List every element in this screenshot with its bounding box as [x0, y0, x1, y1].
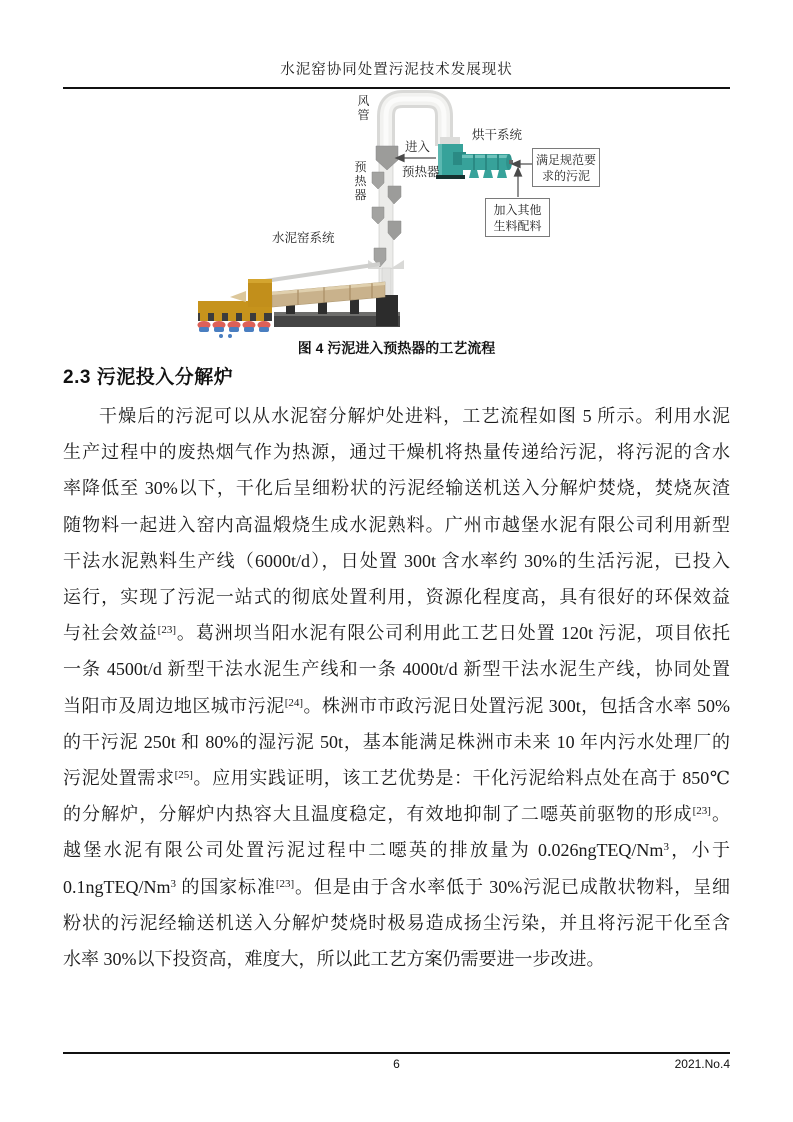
paragraph-line: 与社会效益[23]。葛洲坝当阳水泥有限公司利用此工艺日处置 120t 污泥，项目依托 — [63, 623, 731, 644]
process-diagram-graphic — [190, 90, 640, 340]
paragraph-line: 干法水泥熟料生产线（6000t/d），日处置 300t 含水率约 30%的生活污泥，已投入 — [63, 550, 730, 571]
paragraph-line: 越堡水泥有限公司处置污泥过程中二噁英的排放量为 0.026ngTEQ/Nm$^3$，小于 — [63, 840, 730, 861]
preheater-tower-shape — [368, 146, 404, 300]
footer-rule — [63, 1052, 730, 1054]
sludge-requirement-box: 满足规范要求的污泥 — [532, 148, 600, 187]
rotary-kiln-shape — [272, 282, 385, 307]
body-paragraph — [63, 398, 730, 977]
dryer-shape — [436, 137, 513, 179]
running-head-title: 水泥窑协同处置污泥技术发展现状 — [280, 62, 513, 78]
header-rule — [63, 87, 730, 89]
figure-caption: 图 4 污泥进入预热器的工艺流程 — [297, 340, 496, 356]
paragraph-line: 污泥处置需求[25]。应用实践证明，该工艺优势是：干化污泥给料点处在高于 850℃ — [63, 768, 730, 789]
page-number: 6 — [393, 1057, 400, 1071]
preheater-label: 预热器 — [402, 165, 440, 179]
paragraph-line: 的分解炉，分解炉内热容大且温度稳定，有效地抑制了二噁英前驱物的形成[23]。 — [63, 804, 731, 825]
kiln-head-cooler-shape — [198, 279, 273, 338]
drying-system-label: 烘干系统 — [472, 128, 523, 142]
enter-preheater-arrow — [396, 155, 436, 162]
paragraph-line: 水率 30%以下投资高，难度大，所以此工艺方案仍需要进一步改进。 — [63, 949, 605, 970]
paragraph-line: 运行，实现了污泥一站式的彻底处置利用，资源化程度高，具有很好的环保效益 — [63, 587, 730, 608]
paragraph-line: 的干污泥 250t 和 80%的湿污泥 50t，基本能满足株洲市未来 10 年内污水处理厂的 — [63, 731, 730, 752]
paragraph-line: 干燥后的污泥可以从水泥窑分解炉处进料，工艺流程如图 5 所示。利用水泥 — [99, 406, 730, 426]
enter-label: 进入 — [405, 140, 431, 154]
paragraph-line: 0.1ngTEQ/Nm$^3$ 的国家标准[23]。但是由于含水率低于 30%污泥已成散状物料，呈细 — [63, 876, 730, 897]
duct-label: 风管 — [357, 94, 370, 122]
issue-number: 2021.No.4 — [674, 1057, 730, 1071]
paragraph-line: 一条 4500t/d 新型干法水泥生产线和一条 4000t/d 新型干法水泥生产线，协同处置 — [63, 659, 730, 680]
paragraph-line: 随物料一起进入窑内高温煅烧生成水泥熟料。广州市越堡水泥有限公司利用新型 — [63, 514, 730, 535]
paragraph-line: 率降低至 30%以下，干化后呈细粉状的污泥经输送机送入分解炉焚烧，焚烧灰渣 — [63, 478, 730, 499]
paragraph-line: 当阳市及周边地区城市污泥[24]。株洲市市政污泥日处置污泥 300t，包括含水率 50% — [63, 695, 730, 716]
admix-up-arrow — [515, 168, 522, 197]
figure-4-process-diagram — [190, 90, 640, 340]
kiln-system-label: 水泥窑系统 — [272, 231, 335, 245]
preheater-vertical-label: 预热器 — [354, 160, 367, 202]
paragraph-line: 生产过程中的废热烟气作为热源，通过干燥机将热量传递给污泥，将污泥的含水 — [63, 442, 730, 463]
paragraph-line: 粉状的污泥经输送机送入分解炉焚烧时极易造成扬尘污染，并且将污泥干化至含 — [63, 912, 730, 933]
admixture-box: 加入其他生料配料 — [485, 198, 550, 237]
section-heading: 2.3 污泥投入分解炉 — [63, 367, 234, 388]
sludge-feed-arrow — [512, 161, 532, 168]
feed-pipe-shape — [265, 264, 380, 281]
